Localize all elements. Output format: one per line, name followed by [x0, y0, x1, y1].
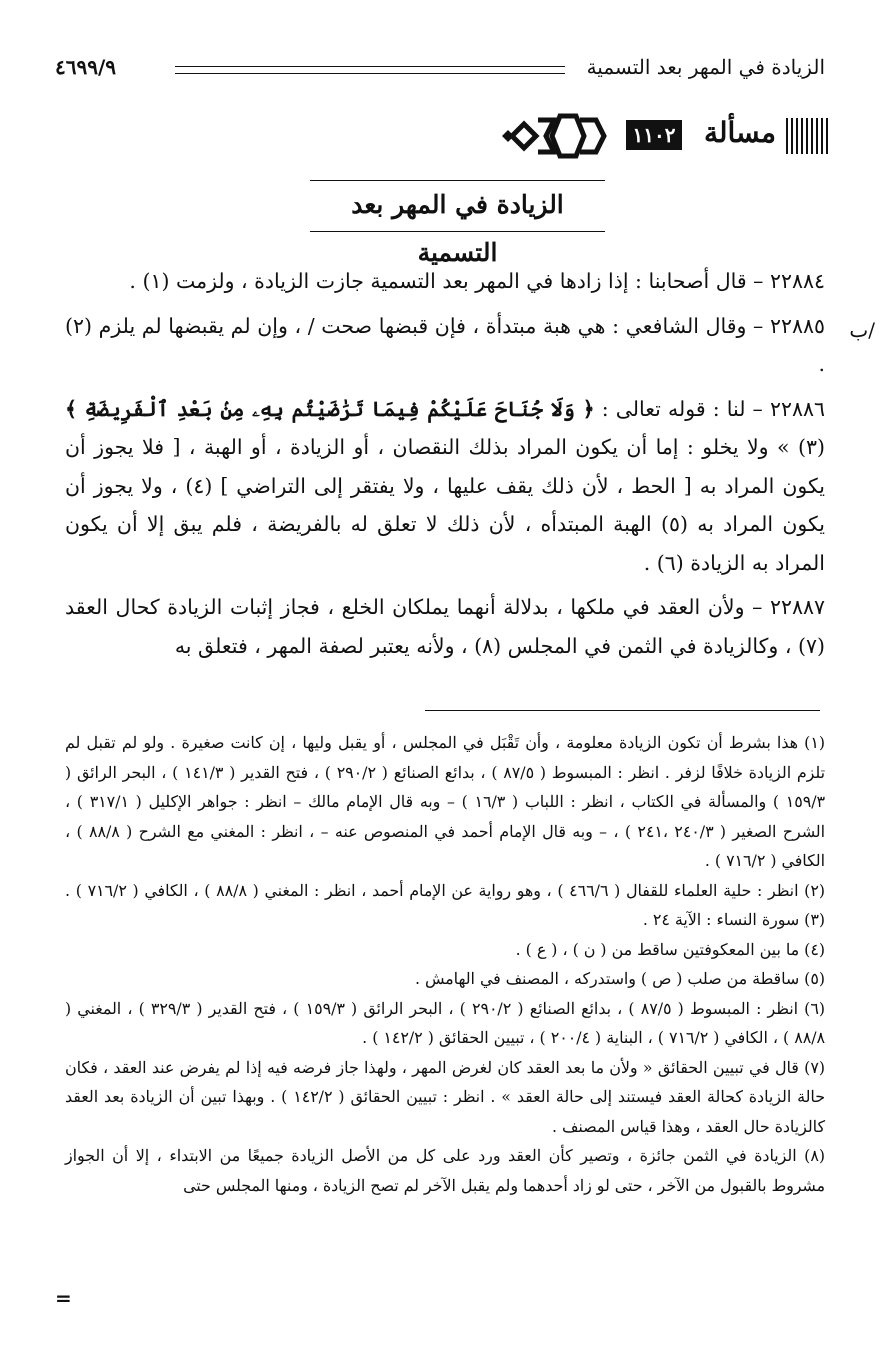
margin-folio-note: /ب	[849, 318, 875, 342]
issue-number: ١١٠٢	[626, 120, 682, 150]
header-title: الزيادة في المهر بعد التسمية	[586, 55, 825, 79]
running-header	[55, 55, 825, 85]
knot-ornament-icon	[500, 112, 618, 160]
header-rule	[175, 66, 565, 74]
footnote: (١) هذا بشرط أن تكون الزيادة معلومة ، وأن تَقْبَل في المجلس ، أو يقبل وليها ، إن كانت صغيرة . ولو لم تقبل لم تلزم الزيادة خلافًا لزفر . انظر : المبسوط ( ٨٧/٥ ) ، بدائع الصنائع ( ٢٩٠/٢ ) ، فتح القدير ( ١٤١/٣ ) ، البحر الرائق ( ١٥٩/٣ ) والمسألة في الكتاب ، انظر : اللباب ( ١٦/٣ ) – وبه قال الإمام مالك – انظر : جواهر الإكليل ( ٣١٧/١ ) ، الشرح الصغير ( ٢٤٠/٣ ،٢٤١ ) ، – وبه قال الإمام أحمد في المنصوص عنه – ، انظر : المغني مع الشرح ( ٨٨/٨ ) ، الكافي ( ٧١٦/٢ ) .	[65, 733, 825, 870]
footnote: (٨) الزيادة في الثمن جائزة ، وتصير كأن العقد ورد على كل من الأصل الزيادة جميعًا من الابتداء ، إلا أن الجواز مشروط بالقبول من الآخر ، حتى لو زاد أحدهما ولم يقبل الآخر لم تصح الزيادة ، ومنها المجلس حتى	[65, 1146, 825, 1195]
quran-verse: ﴿ وَلَا جُنَاحَ عَلَيْكُمْ فِيمَا تَرَٰضَيْتُم بِهِۦ مِنۢ بَعْدِ ٱلْفَرِيضَةِ ﴾	[65, 396, 595, 421]
paragraph-intro: ٢٢٨٨٦ – لنا : قوله تعالى :	[594, 396, 825, 421]
paragraph: ٢٢٨٨٧ – ولأن العقد في ملكها ، بدلالة أنهما يملكان الخلع ، فجاز إثبات الزيادة كحال العقد (٧) ، وكالزيادة في الثمن في المجلس (٨) ، ولأنه يعتبر لصفة المهر ، فتعلق به	[65, 595, 825, 658]
footnote: (٦) انظر : المبسوط ( ٨٧/٥ ) ، بدائع الصنائع ( ٢٩٠/٢ ) ، البحر الرائق ( ١٥٩/٣ ) ، فتح القدير ( ٣٢٩/٣ ) ، المغني ( ٨٨/٨ ) ، الكافي ( ٧١٦/٢ ) ، البناية ( ٢٠٠/٤ ) ، تبيين الحقائق ( ١٤٢/٢ ) .	[65, 998, 825, 1047]
footnotes	[65, 728, 825, 1200]
footnote: (٤) ما بين المعكوفتين ساقط من ( ن ) ، ( ع ) .	[515, 939, 825, 959]
footnote: (٥) ساقطة من صلب ( ص ) واستدركه ، المصنف في الهامش .	[414, 969, 825, 988]
bars-ornament	[786, 118, 830, 154]
footnote-divider	[425, 710, 820, 711]
main-text	[65, 262, 825, 671]
continuation-mark: =	[55, 1286, 72, 1310]
footnote: (٢) انظر : حلية العلماء للقفال ( ٤٦٦/٦ ) ، وهو رواية عن الإمام أحمد ، انظر : المغني ( ٨٨/٨ ) ، الكافي ( ٧١٦/٢ ) . (٣) سورة النساء : الآية ٢٤ .	[65, 880, 825, 929]
issue-label: مسألة	[703, 116, 776, 149]
paragraph-body: (٣) » ولا يخلو : إما أن يكون المراد بذلك النقصان ، أو الزيادة ، أو الهبة ، [ فلا يجوز أن يكون المراد به [ الحط ، لأن ذلك يقف عليها ، ولا يفتقر إلى التراضي ] (٤) ، ولا يجوز أن يكون المراد به (٥) الهبة المبتدأه ، لأن ذلك لا تعلق له بالفريضة ، فلم يبق إلا أن يكون المراد به الزيادة (٦) .	[65, 435, 826, 575]
page-number: ٤٦٩٩/٩	[55, 55, 117, 79]
footnote: (٧) قال في تبيين الحقائق « ولأن ما بعد العقد كان لغرض المهر ، ولهذا جاز فرضه فيه إذا لم يفرض عند العقد ، فكان حالة الزيادة كحالة العقد فيستند إلى حالة العقد » . انظر : تبيين الحقائق ( ١٤٢/٢ ) . وبهذا تبين أن الزيادة بعد العقد كالزيادة حال العقد ، وهذا قياس المصنف .	[65, 1057, 825, 1136]
paragraph: ٢٢٨٨٤ – قال أصحابنا : إذا زادها في المهر بعد التسمية جازت الزيادة ، ولزمت (١) .	[129, 269, 825, 293]
section-title: الزيادة في المهر بعد التسمية	[310, 180, 605, 232]
paragraph	[65, 390, 825, 583]
paragraph: ٢٢٨٨٥ – وقال الشافعي : هي هبة مبتدأة ، فإن قبضها صحت / ، وإن لم يقبضها لم يلزم (٢) .	[65, 313, 825, 376]
issue-heading	[470, 112, 830, 160]
